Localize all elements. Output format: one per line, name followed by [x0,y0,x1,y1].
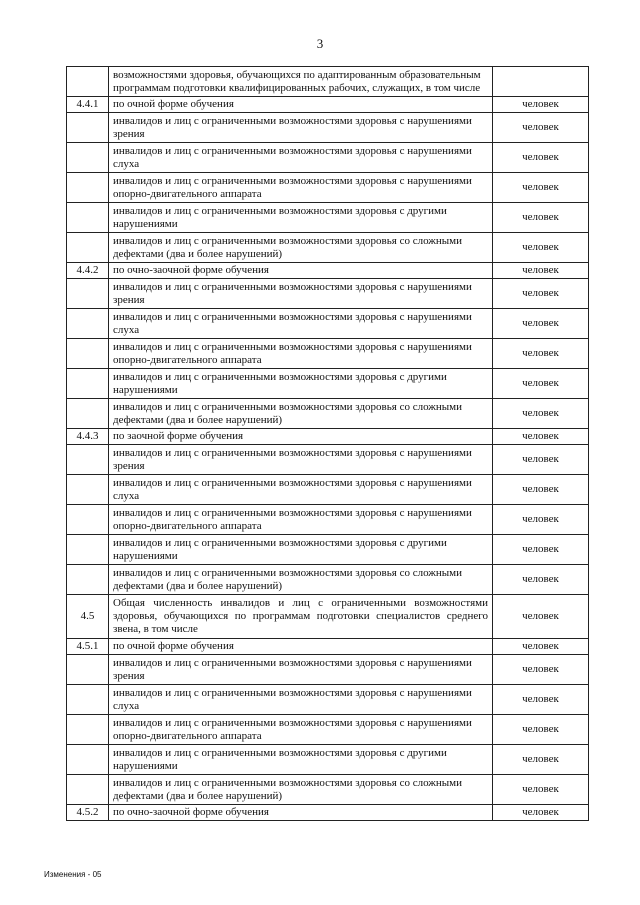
row-number-cell [67,655,109,685]
table-row [67,639,589,655]
row-description-cell: по очной форме обучения [109,639,493,655]
row-number-cell [67,685,109,715]
row-number-cell [67,173,109,203]
row-number-cell [67,535,109,565]
row-description-cell: инвалидов и лиц с ограниченными возможностями здоровья с другими нарушениями [109,745,493,775]
row-unit-cell: человек [493,655,589,685]
row-unit-cell: человек [493,505,589,535]
row-unit-cell: человек [493,233,589,263]
row-unit-cell: человек [493,805,589,821]
table-row [67,535,589,565]
row-unit-cell: человек [493,263,589,279]
table-row [67,745,589,775]
row-description-cell: инвалидов и лиц с ограниченными возможностями здоровья с нарушениями слуха [109,143,493,173]
row-description-cell: инвалидов и лиц с ограниченными возможностями здоровья с нарушениями слуха [109,475,493,505]
row-unit-cell [493,67,589,97]
table-row [67,97,589,113]
row-number-cell [67,399,109,429]
table-row [67,805,589,821]
footer-revision: Изменения - 05 [44,870,102,879]
row-description-cell: по очной форме обучения [109,97,493,113]
table-row [67,263,589,279]
row-description-cell: по очно-заочной форме обучения [109,805,493,821]
row-description-cell: инвалидов и лиц с ограниченными возможностями здоровья с другими нарушениями [109,203,493,233]
table-body [67,67,589,821]
row-number-cell [67,233,109,263]
row-description-cell: инвалидов и лиц с ограниченными возможностями здоровья с нарушениями опорно-двигательного аппарата [109,173,493,203]
row-number-cell [67,67,109,97]
table-row [67,445,589,475]
page-number: 3 [316,36,324,51]
table-row [67,429,589,445]
row-unit-cell: человек [493,97,589,113]
table-row [67,595,589,639]
row-unit-cell: человек [493,445,589,475]
row-description-cell: инвалидов и лиц с ограниченными возможностями здоровья с нарушениями слуха [109,685,493,715]
table-row [67,775,589,805]
row-description-cell: инвалидов и лиц с ограниченными возможностями здоровья с нарушениями опорно-двигательного аппарата [109,339,493,369]
row-unit-cell: человек [493,715,589,745]
row-unit-cell: человек [493,339,589,369]
table-row [67,233,589,263]
row-description-cell: инвалидов и лиц с ограниченными возможностями здоровья с другими нарушениями [109,369,493,399]
row-unit-cell: человек [493,775,589,805]
row-unit-cell: человек [493,173,589,203]
row-number-cell: 4.4.1 [67,97,109,113]
row-description-cell: инвалидов и лиц с ограниченными возможностями здоровья с нарушениями слуха [109,309,493,339]
table-row [67,143,589,173]
table-row [67,715,589,745]
table-row [67,505,589,535]
row-number-cell [67,143,109,173]
row-unit-cell: человек [493,535,589,565]
row-number-cell [67,475,109,505]
table-row [67,369,589,399]
row-description-cell: инвалидов и лиц с ограниченными возможностями здоровья с нарушениями опорно-двигательного аппарата [109,505,493,535]
row-description-cell: инвалидов и лиц с ограниченными возможностями здоровья со сложными дефектами (два и более нарушений) [109,233,493,263]
row-unit-cell: человек [493,745,589,775]
row-number-cell: 4.4.2 [67,263,109,279]
row-unit-cell: человек [493,309,589,339]
indicators-table [66,66,589,821]
table-row [67,565,589,595]
row-description-cell: инвалидов и лиц с ограниченными возможностями здоровья со сложными дефектами (два и более нарушений) [109,399,493,429]
row-unit-cell: человек [493,565,589,595]
row-unit-cell: человек [493,595,589,639]
row-number-cell: 4.4.3 [67,429,109,445]
row-number-cell [67,505,109,535]
row-number-cell [67,279,109,309]
table-row [67,655,589,685]
table-row [67,113,589,143]
row-number-cell [67,309,109,339]
row-unit-cell: человек [493,279,589,309]
row-description-cell: инвалидов и лиц с ограниченными возможностями здоровья с нарушениями зрения [109,113,493,143]
row-description-cell: по заочной форме обучения [109,429,493,445]
table-row [67,67,589,97]
row-description-cell: инвалидов и лиц с ограниченными возможностями здоровья с нарушениями зрения [109,279,493,309]
table-row [67,173,589,203]
row-number-cell: 4.5.2 [67,805,109,821]
row-unit-cell: человек [493,639,589,655]
table-row [67,475,589,505]
row-description-cell: по очно-заочной форме обучения [109,263,493,279]
row-unit-cell: человек [493,203,589,233]
table-row [67,203,589,233]
row-number-cell [67,445,109,475]
row-description-cell: инвалидов и лиц с ограниченными возможностями здоровья с нарушениями зрения [109,445,493,475]
row-description-cell: инвалидов и лиц с ограниченными возможностями здоровья с нарушениями опорно-двигательного аппарата [109,715,493,745]
row-number-cell [67,113,109,143]
row-number-cell [67,565,109,595]
table-row [67,339,589,369]
table-row [67,309,589,339]
row-description-cell: инвалидов и лиц с ограниченными возможностями здоровья с другими нарушениями [109,535,493,565]
row-unit-cell: человек [493,399,589,429]
row-description-cell: инвалидов и лиц с ограниченными возможностями здоровья со сложными дефектами (два и более нарушений) [109,775,493,805]
row-unit-cell: человек [493,429,589,445]
row-number-cell [67,715,109,745]
row-number-cell [67,745,109,775]
table-row [67,279,589,309]
row-description-cell: инвалидов и лиц с ограниченными возможностями здоровья со сложными дефектами (два и более нарушений) [109,565,493,595]
row-number-cell [67,339,109,369]
row-unit-cell: человек [493,475,589,505]
row-number-cell [67,775,109,805]
row-unit-cell: человек [493,369,589,399]
row-description-cell: Общая численность инвалидов и лиц с ограниченными возможностями здоровья, обучающихся по программам подготовки специалистов среднего звена, в том числе [109,595,493,639]
row-description-cell: возможностями здоровья, обучающихся по адаптированным образовательным программам подготовки квалифицированных рабочих, служащих, в том числе [109,67,493,97]
row-unit-cell: человек [493,143,589,173]
row-number-cell: 4.5 [67,595,109,639]
table-row [67,685,589,715]
row-unit-cell: человек [493,113,589,143]
row-description-cell: инвалидов и лиц с ограниченными возможностями здоровья с нарушениями зрения [109,655,493,685]
row-number-cell: 4.5.1 [67,639,109,655]
row-number-cell [67,369,109,399]
row-unit-cell: человек [493,685,589,715]
table-row [67,399,589,429]
row-number-cell [67,203,109,233]
